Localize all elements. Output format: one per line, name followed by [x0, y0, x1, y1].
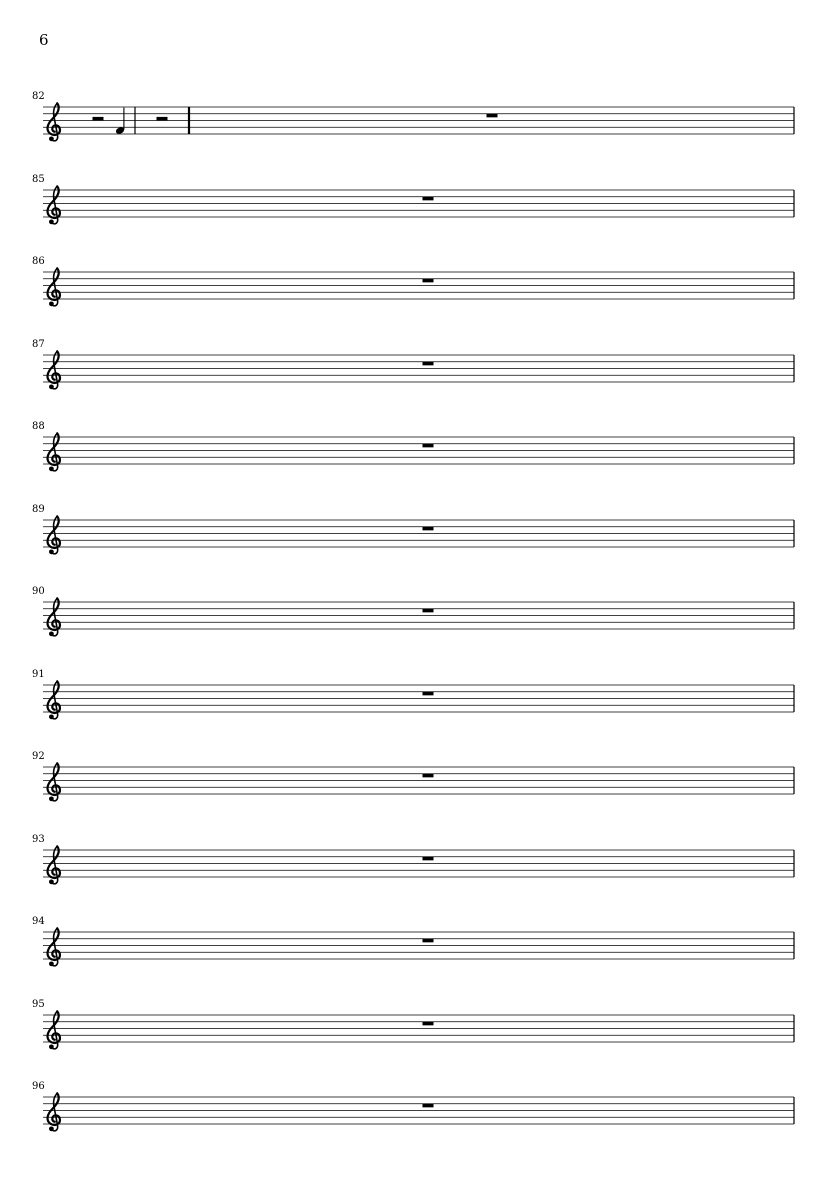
whole-rest [423, 609, 434, 613]
measure-number: 91 [32, 669, 45, 680]
treble-clef-icon [48, 186, 60, 224]
staff-system [32, 834, 794, 884]
measure-number: 90 [32, 586, 45, 597]
whole-rest [423, 527, 434, 531]
measure-number: 92 [32, 751, 45, 762]
treble-clef-icon [48, 433, 60, 471]
measure-number: 96 [32, 1081, 45, 1092]
whole-rest [423, 1104, 434, 1108]
treble-clef-icon [48, 103, 60, 141]
whole-rest [423, 774, 434, 778]
measure-number: 82 [32, 91, 45, 102]
measure-number: 94 [32, 916, 45, 927]
treble-clef-icon [48, 928, 60, 966]
staff-system [32, 339, 794, 389]
staff-system [32, 751, 794, 801]
staff-system [32, 174, 794, 224]
quarter-note [115, 108, 125, 135]
staff-system [32, 999, 794, 1049]
treble-clef-icon [48, 681, 60, 719]
whole-rest [423, 1022, 434, 1026]
whole-rest [423, 197, 434, 201]
treble-clef-icon [48, 846, 60, 884]
whole-rest [423, 857, 434, 861]
measure-number: 87 [32, 339, 45, 350]
whole-rest [423, 444, 434, 448]
whole-rest [423, 279, 434, 283]
treble-clef-icon [48, 516, 60, 554]
staff-system [32, 504, 794, 554]
staff-system [32, 256, 794, 306]
treble-clef-icon [48, 268, 60, 306]
staff-system [32, 421, 794, 471]
treble-clef-icon [48, 763, 60, 801]
staff-system [32, 1081, 794, 1131]
treble-clef-icon [48, 1011, 60, 1049]
page-number: 6 [39, 31, 49, 49]
staff-system [32, 669, 794, 719]
half-rest [157, 117, 168, 121]
staff-system [32, 916, 794, 966]
measure-number: 89 [32, 504, 45, 515]
whole-rest [423, 692, 434, 696]
staff-system [32, 91, 794, 141]
measure-number: 95 [32, 999, 45, 1010]
measure-number: 88 [32, 421, 45, 432]
measure-number: 93 [32, 834, 45, 845]
measure-number: 86 [32, 256, 45, 267]
whole-rest [423, 362, 434, 366]
whole-rest [423, 939, 434, 943]
half-rest [93, 117, 104, 121]
treble-clef-icon [48, 351, 60, 389]
treble-clef-icon [48, 598, 60, 636]
treble-clef-icon [48, 1093, 60, 1131]
measure-number: 85 [32, 174, 45, 185]
staff-system [32, 586, 794, 636]
whole-rest [487, 114, 498, 118]
